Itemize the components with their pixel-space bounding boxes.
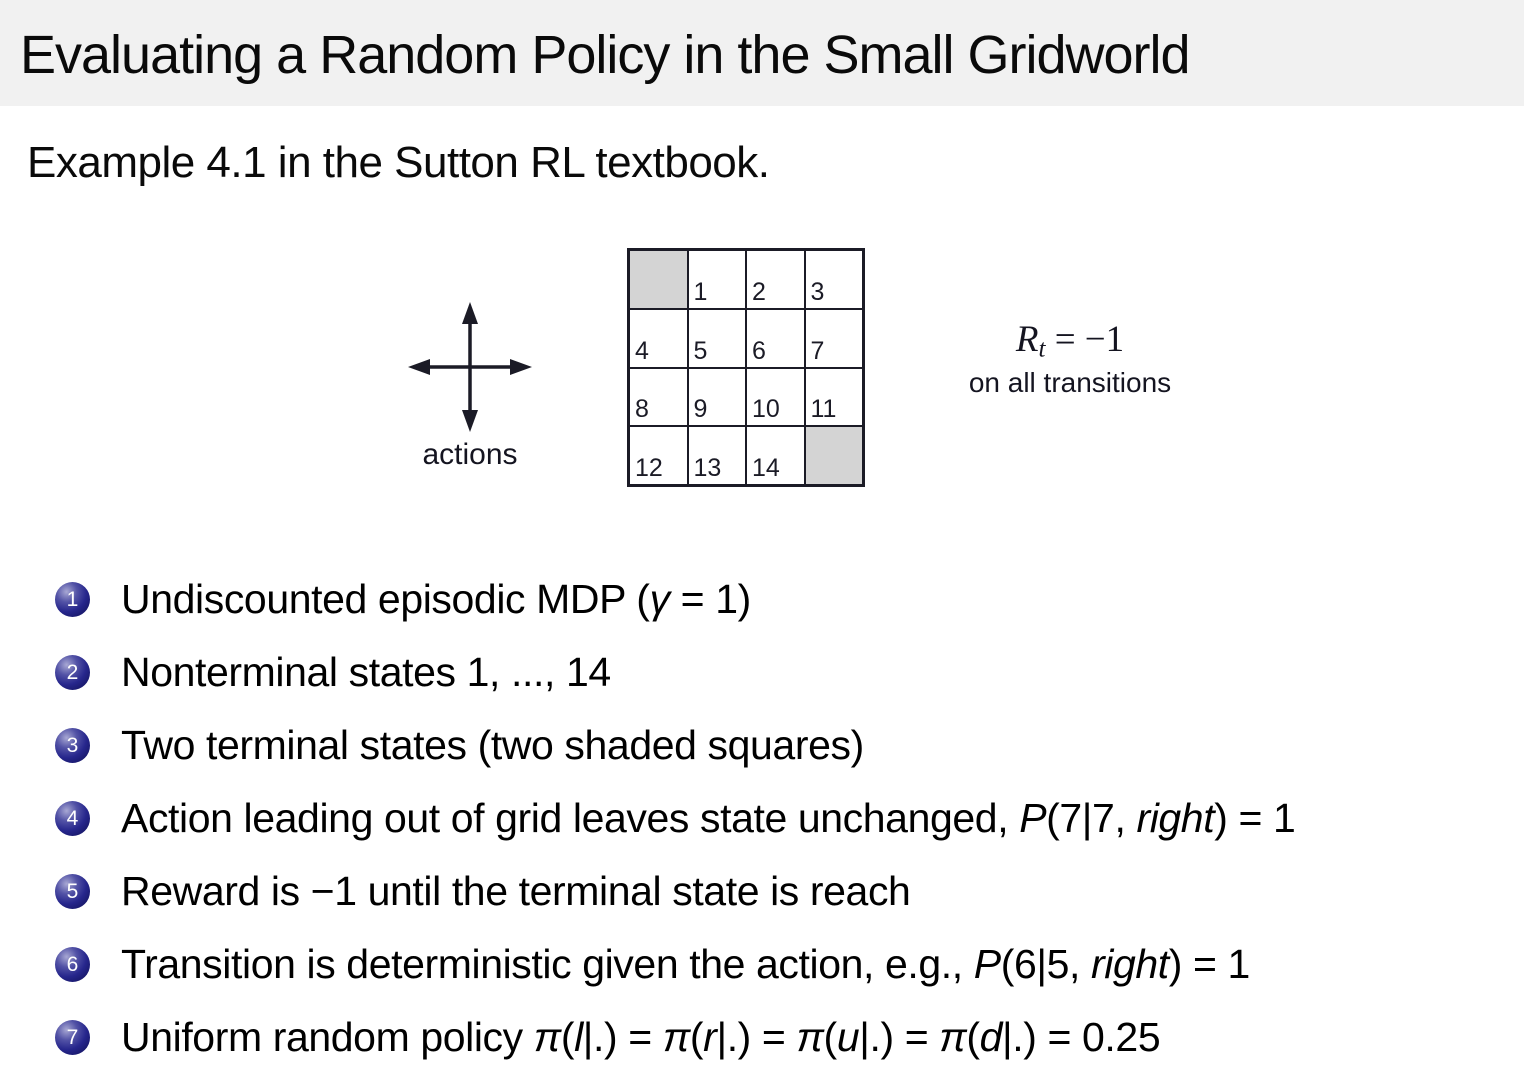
item-number-ball: 4 <box>55 801 90 836</box>
text-segment: u <box>836 1014 860 1060</box>
item-number-ball: 7 <box>55 1020 90 1055</box>
text-segment: t <box>1038 335 1046 363</box>
item-text <box>121 576 751 623</box>
item-number-ball: 5 <box>55 874 90 909</box>
actions-label: actions <box>422 438 518 471</box>
grid-cell <box>630 310 687 367</box>
reward-caption: on all transitions <box>968 366 1172 398</box>
text-segment: Undiscounted episodic MDP <box>121 576 637 622</box>
actions-cross-icon <box>408 302 532 432</box>
text-segment: r <box>703 1014 717 1060</box>
list-item <box>55 709 1295 782</box>
cell-number: 5 <box>693 336 708 365</box>
cell-number: 4 <box>635 336 649 365</box>
text-segment: P <box>1019 795 1047 841</box>
grid-cell <box>689 310 746 367</box>
item-text <box>121 1014 1160 1061</box>
cell-number: 2 <box>752 277 766 306</box>
terminal-cell <box>806 427 863 484</box>
item-number-ball: 2 <box>55 655 90 690</box>
text-segment: ( <box>689 1014 704 1060</box>
text-segment: ( <box>966 1014 980 1060</box>
grid-cell <box>806 251 863 308</box>
item-number-ball: 6 <box>55 947 90 982</box>
grid-cell <box>747 251 804 308</box>
item-number-ball: 3 <box>55 728 90 763</box>
cell-number: 8 <box>635 395 649 424</box>
cell-number: 13 <box>693 454 722 482</box>
subtitle: Example 4.1 in the Sutton RL textbook. <box>27 138 770 187</box>
item-text <box>121 868 910 915</box>
grid-cell <box>630 427 687 484</box>
list-item <box>55 636 1295 709</box>
cell-number: 14 <box>752 454 780 482</box>
grid-cell <box>630 369 687 426</box>
text-segment: Two terminal states (two shaded squares) <box>121 722 864 768</box>
text-segment: until the terminal state is reach <box>356 868 911 914</box>
item-text <box>121 649 611 696</box>
text-segment: = 1) <box>669 576 751 622</box>
text-segment: π <box>796 1014 824 1060</box>
cell-number: 10 <box>752 395 780 424</box>
list-item <box>55 782 1295 855</box>
cell-number: 11 <box>810 395 837 424</box>
text-segment: ) = 1 <box>1168 941 1250 987</box>
list-item <box>55 928 1295 1001</box>
list-item <box>55 855 1295 928</box>
item-number-ball: 1 <box>55 582 90 617</box>
text-segment: ( <box>823 1014 837 1060</box>
item-text <box>121 941 1250 988</box>
item-text <box>121 722 864 769</box>
text-segment: right <box>1136 795 1215 841</box>
text-segment: d <box>979 1014 1002 1060</box>
page-title: Evaluating a Random Policy in the Small Gridworld <box>20 25 1190 85</box>
text-segment: Transition is deterministic given the action, e.g., <box>121 941 974 987</box>
grid-cell <box>747 369 804 426</box>
text-segment: Reward is <box>121 868 311 914</box>
text-segment: γ <box>649 576 670 622</box>
text-segment: Uniform random policy <box>121 1014 534 1060</box>
text-segment: 1, ..., 14 <box>466 649 611 695</box>
text-segment: π <box>533 1014 561 1060</box>
list-item <box>55 1001 1295 1074</box>
cell-number: 6 <box>752 336 766 365</box>
cell-number: 12 <box>635 454 663 482</box>
grid-cell <box>806 369 863 426</box>
text-segment: |.) = 0.25 <box>1002 1014 1161 1060</box>
reward-block <box>905 318 1235 399</box>
text-segment: −1 <box>310 868 357 914</box>
cell-number: 3 <box>810 277 825 306</box>
text-segment: ) = 1 <box>1214 795 1296 841</box>
text-segment: Action leading out of grid leaves state unchanged, <box>121 795 1020 841</box>
grid-cell <box>747 310 804 367</box>
text-segment: = −1 <box>1045 319 1125 360</box>
text-segment: Nonterminal states <box>121 649 467 695</box>
cell-number: 9 <box>693 395 708 424</box>
text-segment: |.) = <box>716 1014 797 1060</box>
cell-number: 7 <box>810 336 825 365</box>
grid-cell <box>806 310 863 367</box>
gridworld-grid <box>627 248 865 487</box>
bullet-list <box>55 563 1295 1074</box>
grid-cell <box>689 369 746 426</box>
item-text <box>121 795 1295 842</box>
text-segment: π <box>662 1014 690 1060</box>
text-segment: l <box>574 1014 583 1060</box>
text-segment: R <box>1015 319 1039 360</box>
text-segment: (7|7, <box>1046 795 1137 841</box>
text-segment: ( <box>560 1014 575 1060</box>
grid-cell <box>747 427 804 484</box>
text-segment: (6|5, <box>1000 941 1092 987</box>
terminal-cell <box>630 251 687 308</box>
grid-cell <box>689 427 746 484</box>
text-segment: right <box>1091 941 1169 987</box>
text-segment: π <box>939 1014 967 1060</box>
text-segment: |.) = <box>859 1014 940 1060</box>
list-item <box>55 563 1295 636</box>
text-segment: P <box>973 941 1001 987</box>
text-segment: ( <box>636 576 650 622</box>
cell-number: 1 <box>693 277 708 306</box>
text-segment: |.) = <box>582 1014 663 1060</box>
grid-cell <box>689 251 746 308</box>
reward-formula <box>905 318 1235 364</box>
